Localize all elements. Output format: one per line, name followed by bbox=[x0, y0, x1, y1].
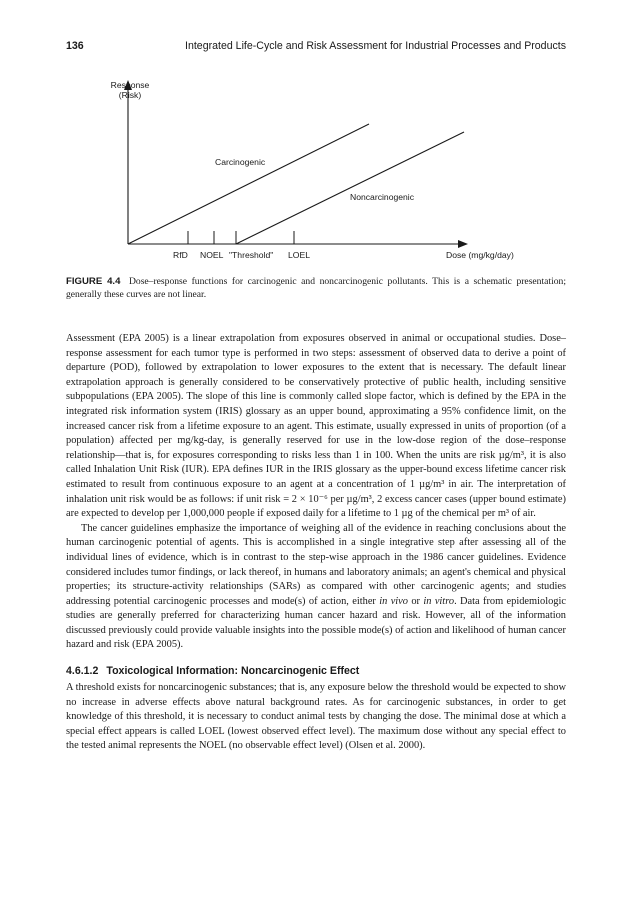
paragraph-1: Assessment (EPA 2005) is a linear extrapolation from exposures observed in animal or occupational studies. Dose–response assessment for each tumor type is performed in two steps: assessment of observed data to derive a point of departure (POD), followed by extrapolation to lower exposures to the extent that is necessary. The default linear extrapolation approach is generally considered to be conservatively protective of public health, including sensitive subpopulations (EPA 2005). The slope of this line is commonly called slope factor, which is defined by the EPA in the integrated risk information system (IRIS) glossary as an upper bound, approximating a 95% confidence limit, on the increased cancer risk from a lifetime exposure to an agent. This estimate, usually expressed in units of proportion (of a population) affected per mg/kg-day, is generally reserved for use in the low-dose region of the dose–response relationship—that is, for exposures corresponding to risks less than 1 in 100. When the units are risk µg/m³, it is also called Inhalation Unit Risk (IUR). EPA defines IUR in the IRIS glossary as the upper-bound excess lifetime cancer risk estimated to result from continuous exposure to an agent at a concentration of 1 µg/m³ in air. The interpretation of inhalation unit risk would be as follows: if unit risk = 2 × 10⁻⁶ per µg/m³, 2 excess cancer cases (upper bound estimate) are expected to develop per 1,000,000 people if exposed daily for a lifetime to 1 µg of the chemical per m³ of air. bbox=[66, 333, 566, 520]
tick-label-noel: NOEL bbox=[200, 250, 224, 260]
figure-caption-text: Dose–response functions for carcinogenic and noncarcinogenic pollutants. This is a schematic presentation; generally these curves are not linear. bbox=[66, 276, 566, 300]
noncarcinogenic-label: Noncarcinogenic bbox=[350, 192, 415, 202]
carcinogenic-label: Carcinogenic bbox=[215, 157, 266, 167]
tick-label-threshold: "Threshold" bbox=[229, 250, 274, 260]
paragraph-2 bbox=[66, 522, 566, 653]
y-axis-label-line2: (Risk) bbox=[118, 90, 142, 100]
running-title: Integrated Life-Cycle and Risk Assessment for Industrial Processes and Products bbox=[185, 40, 566, 52]
paragraph-2-italic-in-vivo: in vivo bbox=[379, 595, 408, 607]
page-number: 136 bbox=[66, 40, 84, 52]
paragraph-2-part-a: The cancer guidelines emphasize the importance of weighing all of the evidence in reaching conclusions about the human carcinogenic potential of agents. This is accomplished in a single integrative step after assessing all of the individual lines of evidence, which is in contrast to the step-wise approach in the 1986 cancer guidelines. Evidence considered includes tumor findings, or lack thereof, in humans and laboratory animals; an agent's chemical and physical properties; its structure-activity relationships (SARs) as compared with other carcinogenic agents; and studies addressing potential carcinogenic processes and mode(s) of action, either bbox=[66, 522, 566, 607]
body-text bbox=[66, 332, 566, 754]
paragraph-3: A threshold exists for noncarcinogenic substances; that is, any exposure below the threshold would be expected to show no increase in adverse effects above natural background rates. As for carcinogenic substances, in order to get knowledge of this threshold, it is necessary to conduct animal tests by changing the dose. The minimal dose at which a special effect appears is called LOEL (lowest observed effect level). The maximum dose without any special effect to the tested animal represents the NOEL (no observable effect level) (Olsen et al. 2000). bbox=[66, 682, 566, 752]
tick-label-loel: LOEL bbox=[288, 250, 310, 260]
y-axis-label-line1: Response bbox=[110, 80, 150, 90]
dose-response-figure bbox=[60, 70, 570, 270]
x-axis-label: Dose (mg/kg/day) bbox=[446, 250, 514, 260]
figure-caption bbox=[66, 275, 566, 301]
tick-label-rfd: RfD bbox=[173, 250, 188, 260]
x-axis-arrow bbox=[458, 240, 468, 248]
section-number: 4.6.1.2 bbox=[66, 665, 99, 678]
paragraph-2-part-b: . Data from epidemiologic studies are generally preferred for characterizing human cancer hazard and risk. However, all of the information discussed previously could provide valuable insights into the possible mode(s) of action and likelihood of human cancer hazard and risk (EPA 2005). bbox=[66, 595, 566, 651]
noncarcinogenic-line bbox=[236, 132, 464, 244]
carcinogenic-line bbox=[128, 124, 369, 244]
section-heading bbox=[66, 664, 566, 678]
section-title: Toxicological Information: Noncarcinogenic Effect bbox=[106, 665, 360, 678]
figure-label: FIGURE 4.4 bbox=[66, 276, 121, 287]
running-head bbox=[66, 40, 566, 54]
paragraph-2-italic-in-vitro: in vitro bbox=[423, 595, 455, 607]
paragraph-2-or: or bbox=[408, 595, 424, 607]
